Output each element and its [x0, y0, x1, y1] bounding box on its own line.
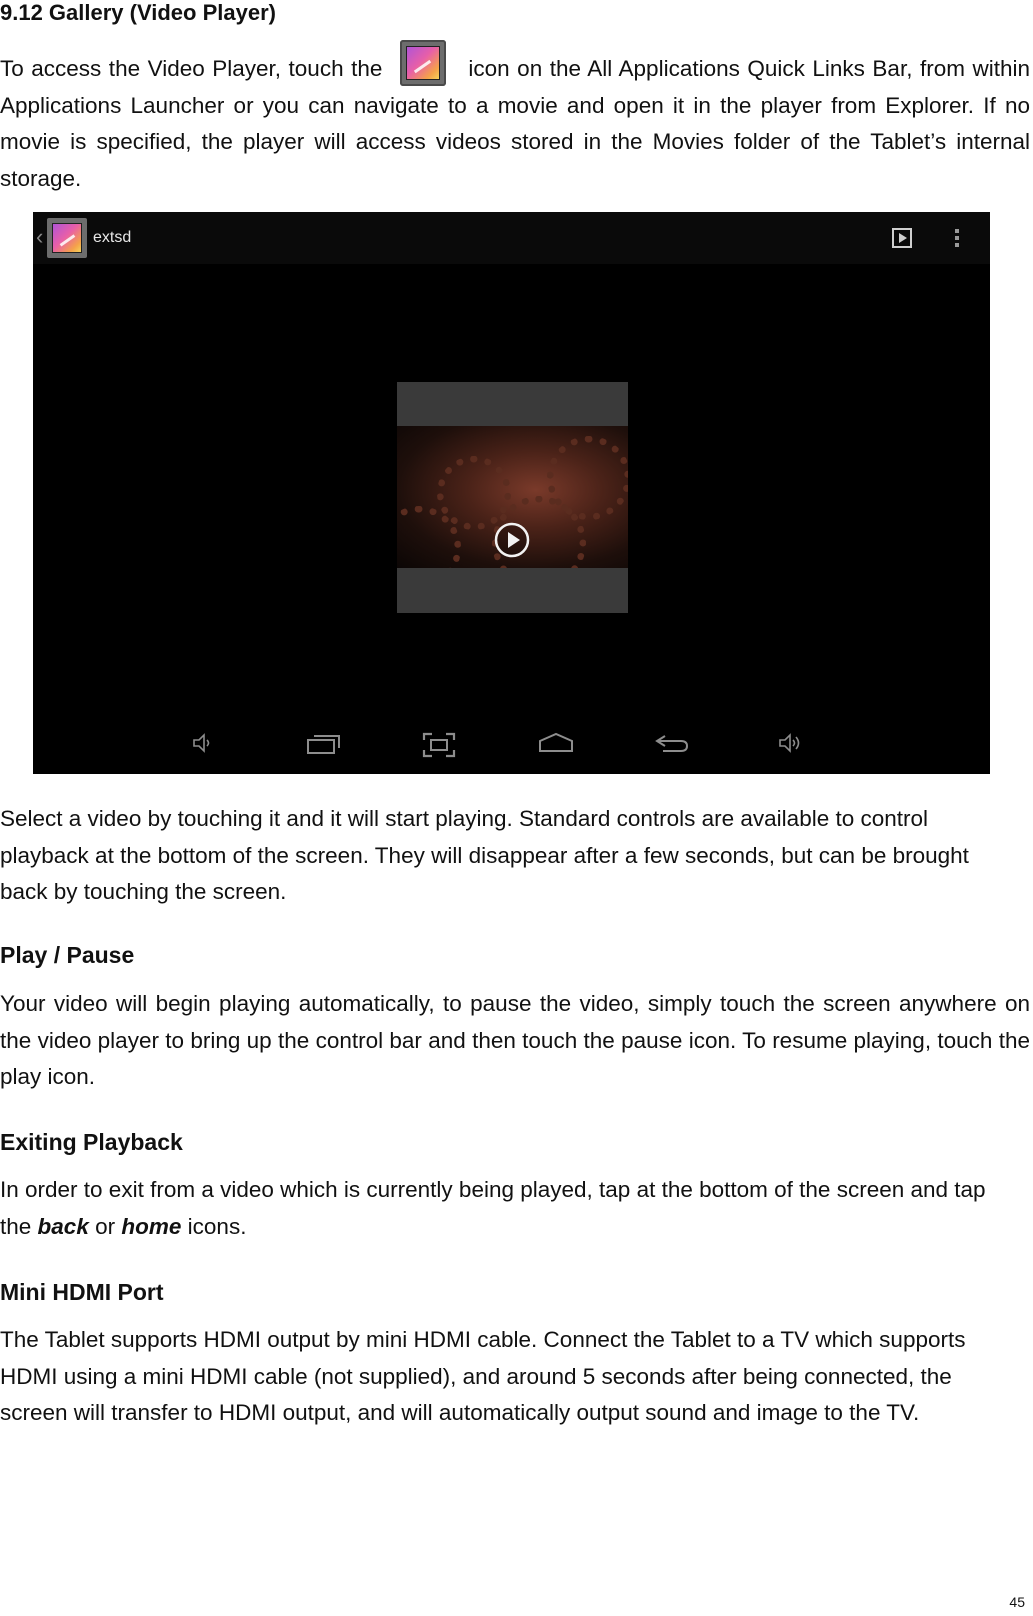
or-text: or — [95, 1213, 116, 1239]
select-video-paragraph: Select a video by touching it and it will start playing. Standard controls are available to control playback at the bottom of the screen. They will disappear after a few seconds, but can be brought back by touching the screen. — [0, 806, 969, 904]
hdmi-heading: Mini HDMI Port — [0, 1279, 164, 1305]
exiting-text-start: In order to exit from a video which is currently being played, tap at the bottom of the screen and tap the — [0, 1177, 986, 1239]
exiting-paragraph — [0, 1172, 1010, 1245]
volume-down-icon[interactable] — [191, 731, 215, 755]
gallery-app-icon[interactable] — [47, 218, 87, 258]
play-icon[interactable] — [493, 521, 531, 559]
chevron-left-icon[interactable]: ‹ — [36, 224, 44, 249]
section-heading: 9.12 Gallery (Video Player) — [0, 0, 276, 25]
album-name: extsd — [93, 229, 132, 246]
intro-text-start: To access the Video Player, touch the — [0, 56, 383, 81]
page-number: 45 — [1009, 1594, 1025, 1610]
action-bar — [33, 212, 990, 264]
system-navigation-bar — [33, 717, 990, 774]
play-pause-heading: Play / Pause — [0, 942, 135, 968]
video-thumbnail[interactable] — [397, 382, 628, 613]
home-icon[interactable] — [536, 731, 576, 755]
play-pause-paragraph: Your video will begin playing automatically, to pause the video, simply touch the screen anywhere on the video player to bring up the control bar and then touch the pause icon. To resume playing, touch the play icon. — [0, 991, 1030, 1089]
home-keyword: home — [121, 1213, 182, 1239]
gallery-icon — [400, 40, 446, 86]
screenshot-icon[interactable] — [421, 731, 457, 759]
recent-apps-icon[interactable] — [305, 731, 343, 757]
slideshow-icon[interactable] — [891, 227, 913, 249]
video-frame — [397, 426, 628, 568]
gallery-screenshot — [33, 212, 990, 774]
back-keyword: back — [37, 1213, 89, 1239]
exiting-text-end: icons. — [187, 1213, 247, 1239]
exiting-heading: Exiting Playback — [0, 1129, 183, 1155]
intro-paragraph — [0, 40, 1030, 197]
volume-up-icon[interactable] — [777, 731, 803, 755]
overflow-menu-icon[interactable] — [951, 226, 963, 250]
back-icon[interactable] — [653, 731, 691, 755]
intro-text-end: icon on the All Applications Quick Links Bar, from within Applications Launcher or you can navigate to a movie and open it in the player from Explorer. If no movie is specified, the player will access videos stored in the Movies folder of the Tablet’s internal storage. — [0, 56, 1030, 191]
hdmi-paragraph: The Tablet supports HDMI output by mini HDMI cable. Connect the Tablet to a TV which supports HDMI using a mini HDMI cable (not supplied), and around 5 seconds after being connected, the screen will transfer to HDMI output, and will automatically output sound and image to the TV. — [0, 1327, 966, 1425]
